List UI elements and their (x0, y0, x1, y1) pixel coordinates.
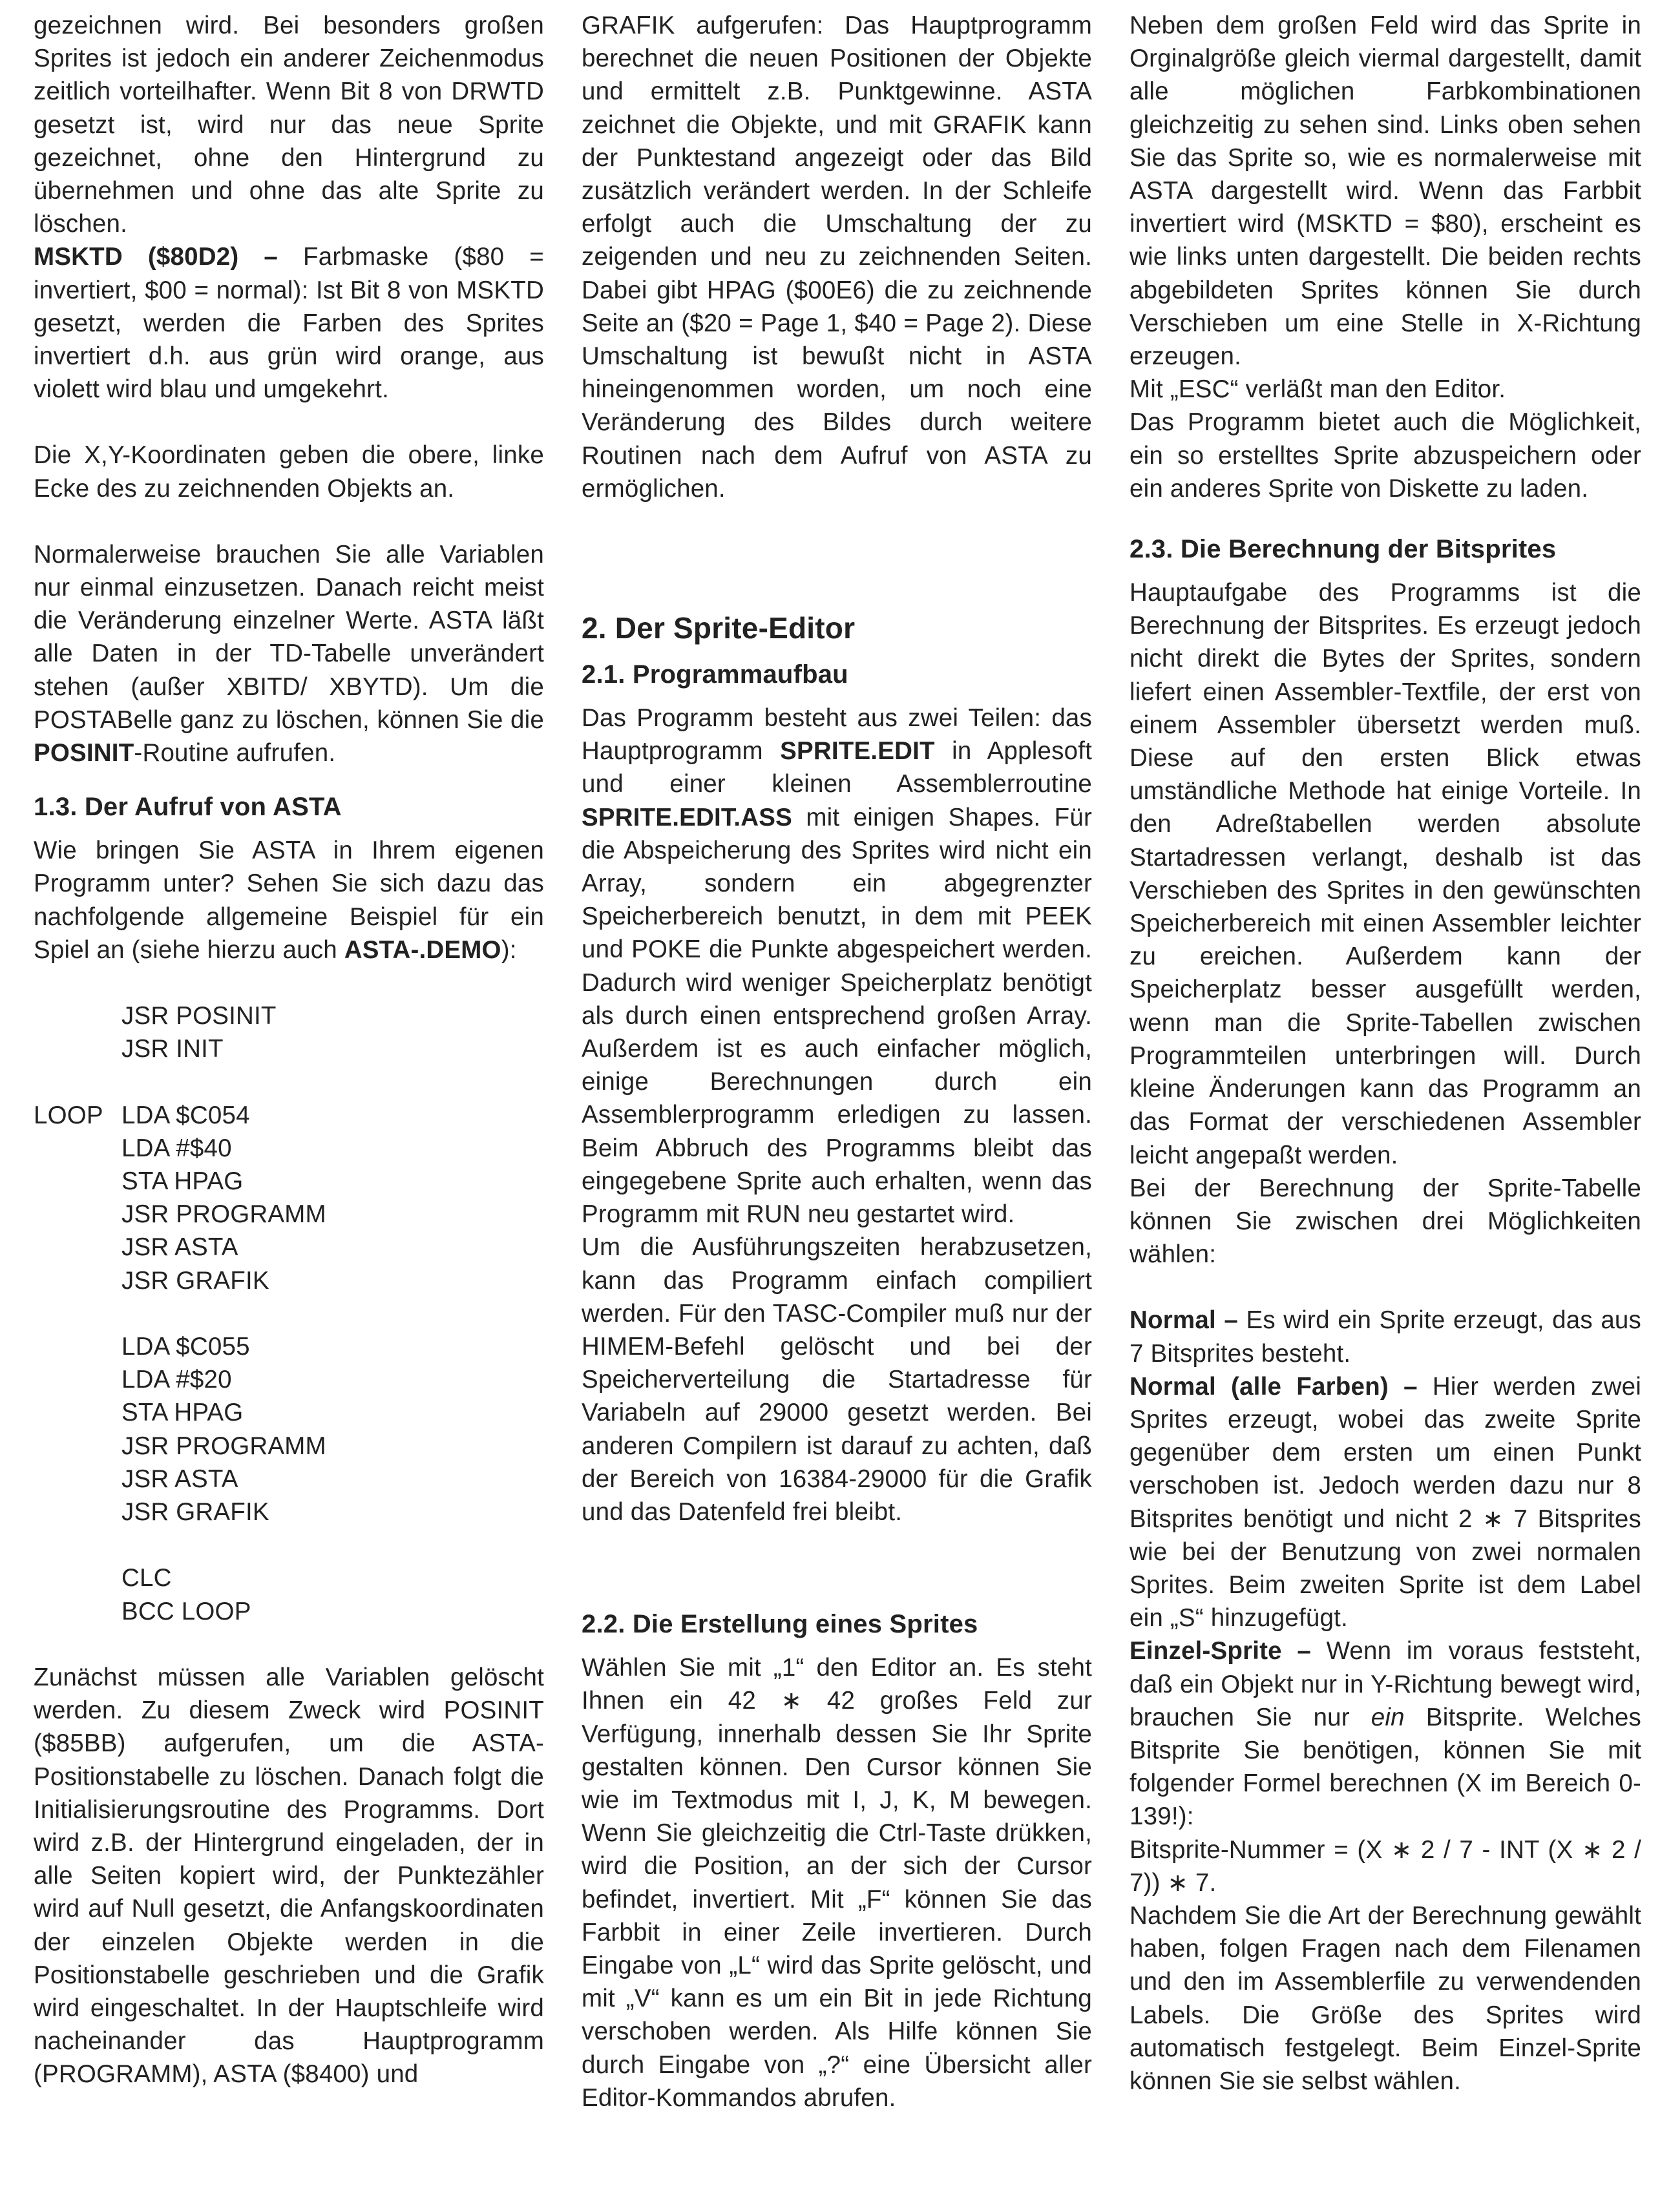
bold-term: SPRITE.EDIT.ASS (582, 803, 793, 831)
section-heading-2-1: 2.1. Programmaufbau (582, 660, 848, 689)
code-instruction: LDA #$40 (121, 1134, 232, 1162)
formula: Bitsprite-Nummer = (X ∗ 2 / 7 - INT (X ∗ 2 / 7)) ∗ 7. (1130, 1835, 1641, 1897)
bold-term: ASTA-.DEMO (344, 935, 501, 964)
column-middle (582, 9, 1092, 2114)
code-line (34, 999, 544, 1032)
definition-text: Wenn im voraus feststeht, daß ein Objekt nur in Y-Richtung bewegt wird, brauchen Sie nur (1130, 1637, 1641, 1731)
definition-text: Farbmaske ($80 = invertiert, $00 = normal): Ist Bit 8 von MSKTD gesetzt, werden die Farben des Sprites invertiert d.h. aus grün wird orange, aus violett wird blau und umgekehrt. (34, 243, 544, 404)
paragraph: Bei der Berechnung der Sprite-Tabelle können Sie zwischen drei Möglichkeiten wählen: (1130, 1174, 1641, 1269)
code-line (34, 1065, 544, 1098)
definition-term: Einzel-Sprite – (1130, 1637, 1311, 1665)
code-label: LOOP (34, 1101, 103, 1129)
code-instruction: LDA #$20 (121, 1366, 232, 1394)
paragraph (34, 538, 544, 769)
code-instruction: JSR GRAFIK (121, 1266, 269, 1295)
code-line (34, 1132, 544, 1165)
paragraph: Nachdem Sie die Art der Berechnung gewählt haben, folgen Fragen nach dem Filenamen und den im Assemblerfile zu verwendenden Labels. Die Größe des Sprites wird automatisch festgelegt. Beim Einzel-Sprite können Sie sie selbst wählen. (1130, 1901, 1641, 2095)
code-line (34, 1561, 544, 1594)
definition-text: Es wird ein Sprite erzeugt, das aus 7 Bitsprites besteht. (1130, 1306, 1641, 1368)
code-line (34, 1198, 544, 1231)
code-instruction: STA HPAG (121, 1399, 244, 1427)
code-line (34, 1165, 544, 1198)
code-instruction: STA HPAG (121, 1167, 244, 1196)
text-run: -Routine aufrufen. (134, 739, 336, 767)
code-line (34, 1396, 544, 1429)
paragraph: Hauptaufgabe des Programms ist die Berechnung der Bitsprites. Es erzeugt jedoch nicht direkt die Bytes der Sprites, sondern liefert einen Assembler-Textfile, der erst von einem Assembler übersetzt werden muß. Diese auf den ersten Blick etwas umständliche Methode hat einige Vorteile. In den Adreßtabellen werden absolute Startadressen verlangt, deshalb ist das Verschieben des Sprites in den gewünschten Speicherbereich mit einen Assembler leichter zu ereichen. Außerdem kann der Speicherplatz besser ausgefüllt werden, wenn man die Sprite-Tabellen zwischen Programmteilen unterbringen will. Durch kleine Änderungen kann das Programm an das Format der verschiedenen Assembler leicht angepaßt werden. (1130, 579, 1641, 1169)
code-instruction: JSR GRAFIK (121, 1498, 269, 1527)
definition-term: Normal – (1130, 1306, 1238, 1335)
paragraph (582, 702, 1092, 1231)
code-line (34, 1231, 544, 1264)
paragraph: Zunächst müssen alle Variablen gelöscht werden. Zu diesem Zweck wird POSINIT ($85BB) aufgerufen, um die ASTA-Positionstabelle zu löschen. Danach folgt die Initialisierungsroutine des Programms. Dort wird z.B. der Hintergrund eingeladen, der in alle Seiten kopiert wird, der Punktezähler wird auf Null gesetzt, die Anfangskoordinaten der einzelen Objekte werden in die Positionstabelle geschrieben und die Grafik wird eingeschaltet. In der Hauptschleife wird nacheinander das Hauptprogramm (PROGRAMM), ASTA ($8400) und (34, 1663, 544, 2089)
code-line (34, 1496, 544, 1529)
code-instruction: JSR POSINIT (121, 1002, 277, 1030)
italic-term: ein (1371, 1703, 1405, 1731)
paragraph: Neben dem großen Feld wird das Sprite in Orginalgröße gleich viermal dargestellt, damit alle möglichen Farbkombinationen gleichzeitig zu sehen sind. Links oben sehen Sie das Sprite so, wie es normalerweise mit ASTA dargestellt wird. Wenn das Farbbit invertiert wird (MSKTD = $80), erscheint es wie links unten dargestellt. Die beiden rechts abgebildeten Sprites können Sie durch Verschieben um eine Stelle in X-Richtung erzeugen. (1130, 12, 1641, 371)
code-listing (34, 999, 544, 1628)
code-instruction: JSR ASTA (121, 1465, 238, 1493)
paragraph: gezeichnen wird. Bei besonders großen Sprites ist jedoch ein anderer Zeichenmodus zeitlich vorteilhafter. Wenn Bit 8 von DRWTD gesetzt ist, wird nur das neue Sprite gezeichnet, ohne den Hintergrund zu übernehmen und ohne das alte Sprite zu löschen. (34, 12, 544, 238)
bold-term: POSINIT (34, 739, 134, 767)
paragraph: Die X,Y-Koordinaten geben die obere, linke Ecke des zu zeichnenden Objekts an. (34, 441, 544, 503)
section-heading-2-2: 2.2. Die Erstellung eines Sprites (582, 1610, 978, 1639)
code-line (34, 1463, 544, 1496)
code-instruction: JSR PROGRAMM (121, 1432, 326, 1460)
code-instruction: BCC LOOP (121, 1597, 251, 1625)
text-run: Das Programm besteht aus zwei Teilen: das Hauptprogramm (582, 704, 1092, 766)
definition-normal (1130, 1304, 1641, 1370)
definition-term: Normal (alle Farben) – (1130, 1372, 1418, 1401)
definition-text: Hier werden zwei Sprites erzeugt, wobei das zweite Sprite gegenüber dem ersten um einen Punkt verschoben ist. Jedoch werden dazu nur 8 Bitsprites benötigt und nicht 2 ∗ 7 Bitsprites wie bei der Benutzung von zwei normalen Sprites. Beim zweiten Sprite ist dem Label ein „S“ hinzugefügt. (1130, 1372, 1642, 1633)
column-right (1130, 9, 1641, 2098)
code-instruction: JSR ASTA (121, 1233, 238, 1262)
definition-msktd (34, 240, 544, 406)
code-line (34, 1529, 544, 1561)
code-instruction: JSR PROGRAMM (121, 1200, 326, 1229)
column-left (34, 9, 544, 2091)
text-run: Normalerweise brauchen Sie alle Variablen nur einmal einzusetzen. Danach reicht meist die Veränderung einzelner Werte. ASTA läßt alle Daten in der TD-Tabelle unverändert stehen (außer XBITD/ XBYTD). Um die POSTABelle ganz zu löschen, können Sie die (34, 540, 544, 734)
chapter-heading-2: 2. Der Sprite-Editor (582, 611, 856, 645)
code-instruction: LDA $C054 (121, 1101, 250, 1129)
paragraph: Das Programm bietet auch die Möglichkeit, ein so erstelltes Sprite abzuspeichern oder ein anderes Sprite von Diskette zu laden. (1130, 408, 1641, 503)
paragraph: GRAFIK aufgerufen: Das Hauptprogramm berechnet die neuen Positionen der Objekte und ermittelt z.B. Punktgewinne. ASTA zeichnet die Objekte, und mit GRAFIK kann der Punktestand angezeigt oder das Bild zusätzlich verändert werden. In der Schleife erfolgt auch die Umschaltung der zu zeigenden und neu zu zeichnenden Seiten. Dabei gibt HPAG ($00E6) die zu zeichnende Seite an ($20 = Page 1, $40 = Page 2). Diese Umschaltung ist bewußt nicht in ASTA hineingenommen worden, um noch eine Veränderung des Bildes durch weitere Routinen nach dem Aufruf von ASTA zu ermöglichen. (582, 12, 1092, 503)
bold-term: SPRITE.EDIT (780, 737, 935, 766)
code-instruction: CLC (121, 1564, 172, 1592)
section-heading-1-3: 1.3. Der Aufruf von ASTA (34, 793, 342, 822)
paragraph (34, 834, 544, 966)
definition-text: Bitsprite. Welches Bitsprite Sie benötigen, können Sie mit folgender Formel berechnen (X im Bereich 0-139!): (1130, 1703, 1641, 1831)
code-line (34, 1032, 544, 1065)
definition-einzel-sprite (1130, 1634, 1641, 1833)
definition-term: MSKTD ($80D2) – (34, 243, 278, 271)
code-line (34, 1595, 544, 1628)
section-heading-2-3: 2.3. Die Berechnung der Bitsprites (1130, 535, 1557, 564)
paragraph: Wählen Sie mit „1“ den Editor an. Es steht Ihnen ein 42 ∗ 42 großes Feld zur Verfügung, innerhalb dessen Sie Ihr Sprite gestalten können. Den Cursor können Sie wie im Textmodus mit I, J, K, M bewegen. Wenn Sie gleichzeitig die Ctrl-Taste drükken, wird die Position, an der sich der Cursor befindet, invertiert. Mit „F“ können Sie das Farbbit in einer Zeile invertieren. Durch Eingabe von „L“ wird das Sprite gelöscht, und mit „V“ kann es um ein Bit in jede Richtung verschoben werden. Als Hilfe können Sie durch Eingabe von „?“ eine Übersicht aller Editor-Kommandos abrufen. (582, 1654, 1092, 2112)
code-line (34, 1099, 544, 1132)
code-line (34, 1297, 544, 1330)
code-line (34, 1363, 544, 1396)
code-line (34, 1264, 544, 1297)
code-instruction: LDA $C055 (121, 1333, 250, 1361)
code-line (34, 1330, 544, 1363)
paragraph: Mit „ESC“ verläßt man den Editor. (1130, 375, 1506, 404)
text-run: ): (501, 935, 517, 964)
text-run: Wie bringen Sie ASTA in Ihrem eigenen Programm unter? Sehen Sie sich dazu das nachfolgende allgemeine Beispiel für ein Spiel an (siehe hierzu auch (34, 837, 544, 964)
definition-normal-alle-farben (1130, 1370, 1641, 1635)
code-instruction: JSR INIT (121, 1035, 224, 1063)
paragraph: Um die Ausführungszeiten herabzusetzen, kann das Programm einfach compiliert werden. Für den TASC-Compiler muß nur der HIMEM-Befehl gelöscht und bei der Speicherverteilung die Startadresse für Variabeln auf 29000 gesetzt werden. Bei anderen Compilern ist darauf zu achten, daß der Bereich von 16384-29000 für die Grafik und das Datenfeld frei bleibt. (582, 1233, 1092, 1526)
text-run: mit einigen Shapes. Für die Abspeicherung des Sprites wird nicht ein Array, sondern ein abgegrenzter Speicherbereich benutzt, in dem mit PEEK und POKE die Punkte abgespeichert werden. Dadurch wird weniger Speicherplatz benötigt als durch einen entsprechend großen Array. Außerdem ist es auch einfacher möglich, einige Berechnungen durch ein Assemblerprogramm erledigen zu lassen. Beim Abbruch des Programms bleibt das eingegebene Sprite auch erhalten, wenn das Programm mit RUN neu gestartet wird. (582, 803, 1092, 1229)
code-line (34, 1430, 544, 1463)
text-run: in Applesoft und einer kleinen Assemblerroutine (582, 737, 1092, 798)
